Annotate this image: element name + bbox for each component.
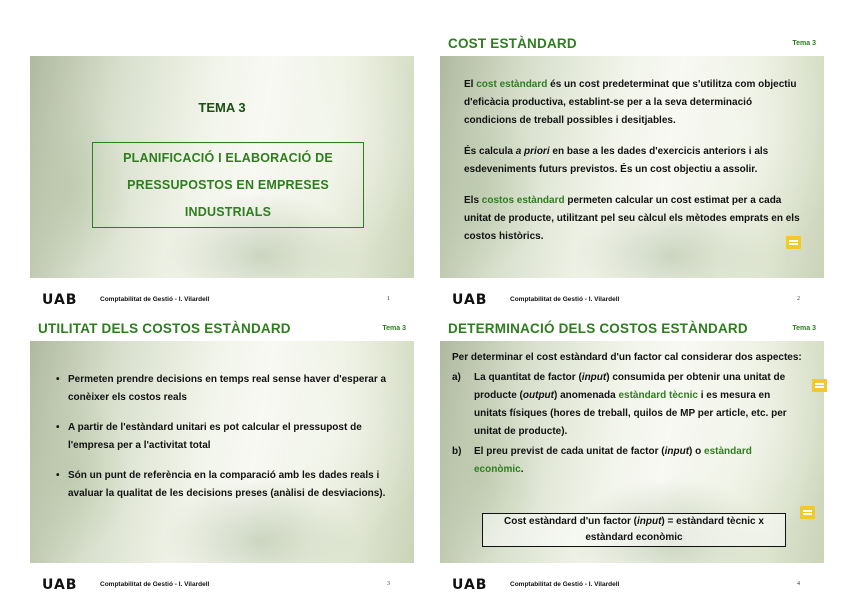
slide-footer (30, 292, 414, 308)
tema-label: Tema 3 (792, 40, 816, 47)
page-number: 2 (797, 296, 800, 302)
slide-3 (30, 313, 414, 595)
term-cost-estandard: cost estàndard (476, 79, 548, 90)
slide-footer (440, 577, 824, 593)
uab-logo: UAB (42, 577, 78, 593)
uab-logo: UAB (452, 292, 488, 308)
tema-label: Tema 3 (382, 325, 406, 332)
term-estandard-tecnic: estàndard tècnic (618, 390, 698, 401)
comment-note-icon[interactable] (812, 379, 827, 392)
slide-title: PLANIFICACIÓ I ELABORACIÓ DE PRESSUPOSTOS EN EMPRESES INDUSTRIALS (123, 150, 333, 219)
term-estandard-economic: estàndard econòmic (474, 446, 752, 475)
slide-background (440, 56, 824, 278)
footer-text: Comptabilitat de Gestió - I. Vilardell (100, 296, 210, 303)
slide-2 (440, 28, 824, 310)
page-number: 1 (387, 296, 390, 302)
paragraph-3: Els costos estàndard permeten calcular un cost estimat per a cada unitat de producte, utilitzant pel seu càlcul els mètodes emprats en els costos històrics. (464, 195, 800, 242)
bullet-item: • Permeten prendre decisions en temps real sense haver d'esperar a conèixer els costos reals (54, 371, 394, 407)
page-number: 4 (797, 581, 800, 587)
paragraph-2: És calcula a priori en base a les dades d'exercicis anteriors i als esdeveniments futurs previstos. És un cost objectiu a assolir. (464, 146, 769, 175)
slide-heading: DETERMINACIÓ DELS COSTOS ESTÀNDARD (448, 321, 748, 336)
bullet-item: • A partir de l'estàndard unitari es pot calcular el pressupost de l'empresa per a l'activitat total (54, 419, 394, 455)
page-number: 3 (387, 581, 390, 587)
footer-text: Comptabilitat de Gestió - I. Vilardell (510, 296, 620, 303)
comment-note-icon[interactable] (800, 506, 815, 519)
bullet-item: • Són un punt de referència en la comparació amb les dades reals i avaluar la qualitat de les decisions preses (anàlisi de desviacions). (54, 467, 394, 503)
slide-heading: COST ESTÀNDARD (448, 36, 577, 51)
tema-label: Tema 3 (792, 325, 816, 332)
slide-heading: UTILITAT DELS COSTOS ESTÀNDARD (38, 321, 291, 336)
slide-footer (30, 577, 414, 593)
uab-logo: UAB (42, 292, 78, 308)
term-costos-estandard: costos estàndard (481, 195, 565, 206)
title-box (92, 142, 364, 228)
slide-background (30, 341, 414, 563)
slide-background (30, 56, 414, 278)
footer-text: Comptabilitat de Gestió - I. Vilardell (100, 581, 210, 588)
item-b: b) El preu previst de cada unitat de factor (input) o estàndard econòmic. (452, 446, 752, 475)
item-a: a) La quantitat de factor (input) consumida per obtenir una unitat de producte (output) anomenada estàndard tècnic i es mesura en unitats físiques (hores de treball, quilos de MP per article, etc. per unitat de producte). (452, 372, 787, 437)
formula-box: Cost estàndard d'un factor (input) = estàndard tècnic x estàndard econòmic (482, 513, 786, 547)
bullet-list (54, 371, 394, 503)
intro-text: Per determinar el cost estàndard d'un factor cal considerar dos aspectes: (452, 352, 802, 363)
footer-text: Comptabilitat de Gestió - I. Vilardell (510, 581, 620, 588)
paragraph-1: El cost estàndard és un cost predeterminat que s'utilitza com objectiu d'eficàcia productiva, establint-se per a la seva determinació condicions de treball possibles i desitjables. (464, 79, 797, 126)
slide-background (440, 341, 824, 563)
slide-footer (440, 292, 824, 308)
slide-4 (440, 313, 824, 595)
uab-logo: UAB (452, 577, 488, 593)
tema-title: TEMA 3 (198, 100, 246, 115)
comment-note-icon[interactable] (786, 236, 801, 249)
slide-1 (30, 28, 414, 310)
